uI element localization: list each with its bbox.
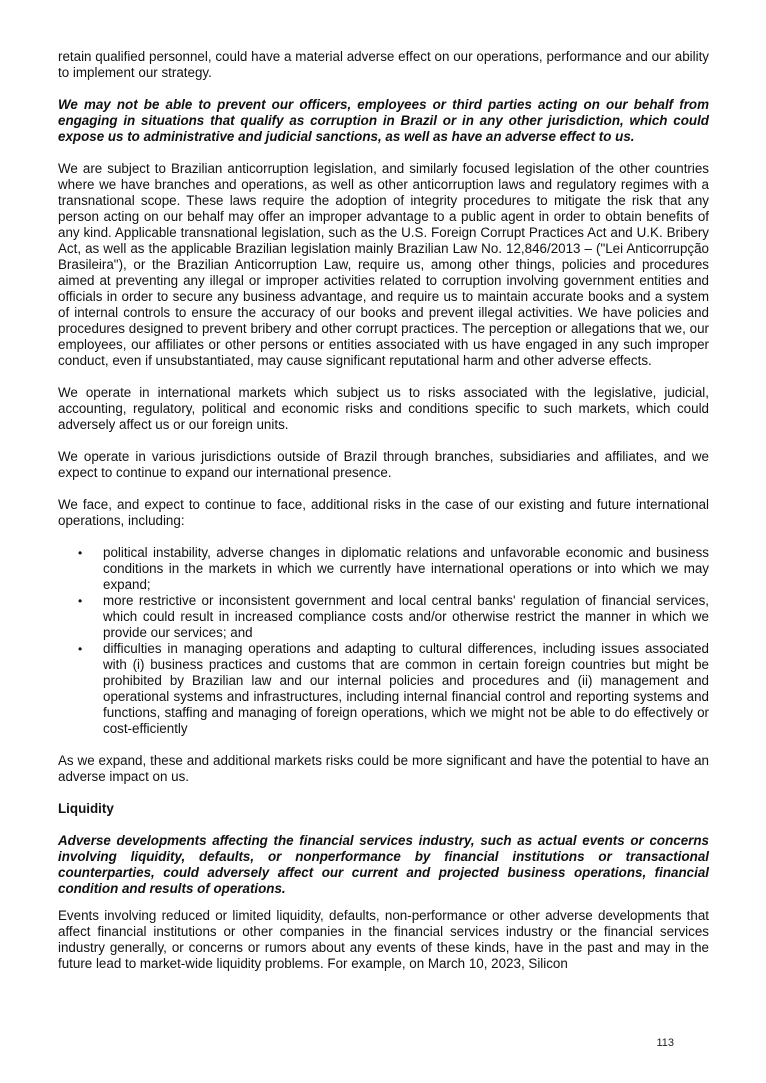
paragraph-additional-risks-intro: We face, and expect to continue to face, additional risks in the case of our existing and future international operations, including: bbox=[58, 497, 709, 528]
bullet-icon: • bbox=[78, 546, 83, 560]
risk-factor-title-corruption: We may not be able to prevent our officers, employees or third parties acting on our behalf from engaging in situations that qualify as corruption in Brazil or in any other jurisdiction, which could expose us to administrative and judicial sanctions, as well as have an adverse effect to us. bbox=[58, 97, 709, 144]
paragraph-international-markets-risk: We operate in international markets which subject us to risks associated with the legislative, judicial, accounting, regulatory, political and economic risks and conditions specific to such markets, which could adversely affect us or our foreign units. bbox=[58, 385, 709, 432]
paragraph-jurisdictions: We operate in various jurisdictions outside of Brazil through branches, subsidiaries and affiliates, and we expect to continue to expand our international presence. bbox=[58, 449, 709, 480]
list-item bbox=[58, 641, 709, 737]
risk-factor-title-financial-services: Adverse developments affecting the financial services industry, such as actual events or concerns involving liquidity, defaults, or nonperformance by financial institutions or transactional counterparties, could adversely affect our current and projected business operations, financial condition and results of operations. bbox=[58, 833, 709, 896]
paragraph-expansion-risk: As we expand, these and additional markets risks could be more significant and have the potential to have an adverse impact on us. bbox=[58, 753, 709, 784]
risk-bullet-list bbox=[58, 545, 709, 737]
document-page bbox=[58, 49, 709, 972]
paragraph-anticorruption-legislation: We are subject to Brazilian anticorruption legislation, and similarly focused legislation of the other countries where we have branches and operations, as well as other anticorruption laws and regulatory regimes with a transnational scope. These laws require the adoption of integrity procedures to mitigate the risk that any person acting on our behalf may offer an improper advantage to a public agent in order to obtain benefits of any kind. Applicable transnational legislation, such as the U.S. Foreign Corrupt Practices Act and U.K. Bribery Act, as well as the applicable Brazilian legislation mainly Brazilian Law No. 12,846/2013 – ("Lei Anticorrupção Brasileira"), or the Brazilian Anticorruption Law, require us, among other things, policies and procedures aimed at preventing any illegal or improper activities related to corruption involving government entities and officials in order to secure any business advantage, and require us to maintain accurate books and a system of internal controls to ensure the accuracy of our books and prevent illegal activities. We have policies and procedures designed to prevent bribery and other corrupt practices. The perception or allegations that we, our employees, our affiliates or other persons or entities associated with us have engaged in any such improper conduct, even if unsubstantiated, may cause significant reputational harm and other adverse effects. bbox=[58, 161, 709, 368]
list-item-text: more restrictive or inconsistent government and local central banks' regulation of financial services, which could result in increased compliance costs and/or otherwise restrict the manner in which we provide our services; and bbox=[103, 593, 709, 640]
list-item bbox=[58, 593, 709, 641]
list-item bbox=[58, 545, 709, 593]
section-heading-liquidity: Liquidity bbox=[58, 801, 114, 816]
bullet-icon: • bbox=[78, 594, 83, 608]
paragraph-continuation: retain qualified personnel, could have a material adverse effect on our operations, performance and our ability to implement our strategy. bbox=[58, 49, 709, 80]
page-number: 113 bbox=[656, 1037, 674, 1049]
list-item-text: difficulties in managing operations and adapting to cultural differences, including issues associated with (i) business practices and customs that are common in certain foreign countries but might be prohibited by Brazilian law and our internal policies and procedures and (ii) management and operational systems and infrastructures, including internal financial control and reporting systems and functions, staffing and managing of foreign operations, which we might not be able to do effectively or cost-efficiently bbox=[103, 641, 709, 736]
bullet-icon: • bbox=[78, 642, 83, 656]
paragraph-liquidity-events: Events involving reduced or limited liquidity, defaults, non-performance or other adverse developments that affect financial institutions or other companies in the financial services industry or the financial services industry generally, or concerns or rumors about any events of these kinds, have in the past and may in the future lead to market-wide liquidity problems. For example, on March 10, 2023, Silicon bbox=[58, 908, 709, 971]
list-item-text: political instability, adverse changes in diplomatic relations and unfavorable economic and business conditions in the markets in which we currently have international operations or into which we may expand; bbox=[103, 545, 709, 592]
